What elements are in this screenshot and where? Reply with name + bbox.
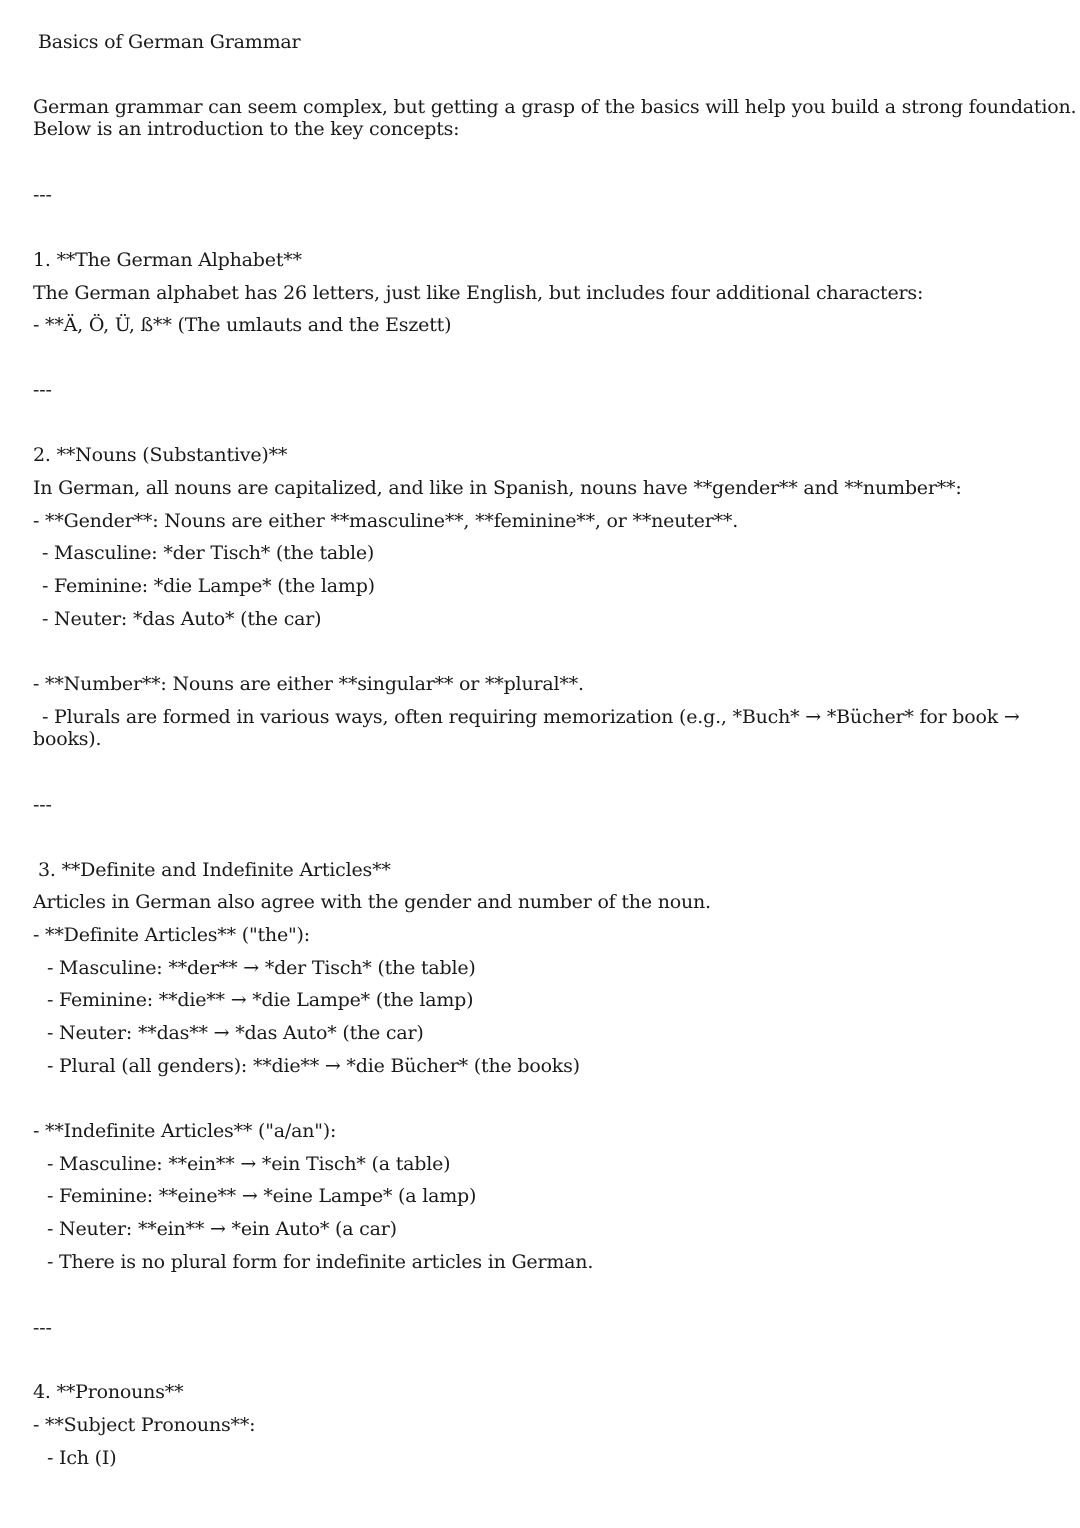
list-item: - Plural (all genders): **die** → *die Bücher* (the books)	[47, 1055, 580, 1077]
section-heading: 2. **Nouns (Substantive)**	[33, 444, 288, 466]
list-item: - Plurals are formed in various ways, often requiring memorization (e.g., *Buch* → *Bücher* for book →	[42, 706, 1020, 728]
list-item: - **Definite Articles** ("the"):	[33, 924, 310, 946]
list-item: - Feminine: **eine** → *eine Lampe* (a lamp)	[47, 1185, 477, 1207]
list-item: - **Indefinite Articles** ("a/an"):	[33, 1120, 337, 1142]
list-item: - Masculine: **der** → *der Tisch* (the table)	[47, 957, 476, 979]
intro-line: German grammar can seem complex, but getting a grasp of the basics will help you build a strong foundation.	[33, 96, 1077, 118]
separator: ---	[33, 379, 52, 401]
list-item: - **Number**: Nouns are either **singular** or **plural**.	[33, 673, 584, 695]
list-item: - **Ä, Ö, Ü, ß** (The umlauts and the Eszett)	[33, 314, 452, 336]
document-title: Basics of German Grammar	[38, 31, 301, 53]
list-item: - **Gender**: Nouns are either **masculine**, **feminine**, or **neuter**.	[33, 510, 739, 532]
separator: ---	[33, 794, 52, 816]
separator: ---	[33, 184, 52, 206]
list-item: - Neuter: **das** → *das Auto* (the car)	[47, 1022, 424, 1044]
section-heading: 1. **The German Alphabet**	[33, 249, 302, 271]
list-item: - Ich (I)	[47, 1447, 117, 1469]
list-item: - Masculine: *der Tisch* (the table)	[42, 542, 375, 564]
list-item: - Masculine: **ein** → *ein Tisch* (a table)	[47, 1153, 451, 1175]
intro-line: Below is an introduction to the key concepts:	[33, 118, 460, 140]
separator: ---	[33, 1317, 52, 1339]
section-heading: 3. **Definite and Indefinite Articles**	[38, 859, 391, 881]
text-line: In German, all nouns are capitalized, and like in Spanish, nouns have **gender** and **number**:	[33, 477, 962, 499]
section-heading: 4. **Pronouns**	[33, 1381, 184, 1403]
list-item: - There is no plural form for indefinite articles in German.	[47, 1251, 594, 1273]
text-line: Articles in German also agree with the gender and number of the noun.	[33, 891, 711, 913]
text-line: books).	[33, 728, 102, 750]
list-item: - Feminine: *die Lampe* (the lamp)	[42, 575, 375, 597]
list-item: - **Subject Pronouns**:	[33, 1414, 256, 1436]
list-item: - Neuter: **ein** → *ein Auto* (a car)	[47, 1218, 397, 1240]
text-line: The German alphabet has 26 letters, just like English, but includes four additional characters:	[33, 282, 924, 304]
list-item: - Feminine: **die** → *die Lampe* (the lamp)	[47, 989, 474, 1011]
list-item: - Neuter: *das Auto* (the car)	[42, 608, 322, 630]
